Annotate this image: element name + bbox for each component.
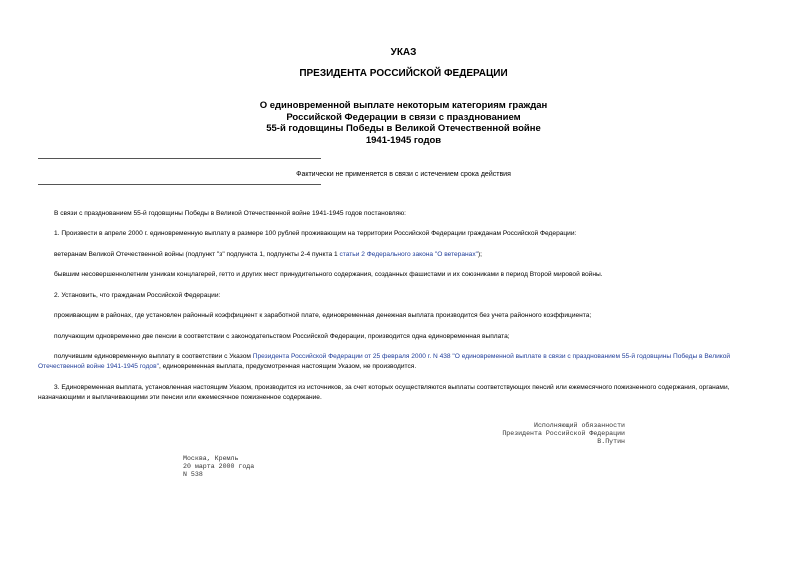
text-segment: , единовременная выплата, предусмотренная настоящим Указом, не производится. [158, 362, 417, 370]
title-line: 55-й годовщины Победы в Великой Отечественной войне [266, 123, 541, 134]
title-line: Российской Федерации в связи с празднованием [286, 111, 521, 123]
decree-issuer: ПРЕЗИДЕНТА РОССИЙСКОЙ ФЕДЕРАЦИИ [299, 68, 508, 79]
paragraph-item-1: 1. Произвести в апреле 2000 г. единовременную выплату в размере 100 рублей проживающим на территории Российской Федерации гражданам Российской Федерации: [54, 230, 577, 237]
text-segment: получившим единовременную выплату в соответствии с Указом [54, 353, 253, 360]
paragraph-preamble: В связи с празднованием 55-й годовщины Победы в Великой Отечественной войне 1941-1945 годов постановляю: [54, 210, 407, 217]
paragraph-two-pensions: получающим одновременно две пенсии в соответствии с законодательством Российской Федерации, производится одна единовременная выплата; [54, 333, 510, 340]
signature-name: В.Путин [597, 438, 625, 446]
place-date-block [183, 455, 254, 480]
status-note: Фактически не применяется в связи с истечением срока действия [296, 171, 511, 178]
divider-top [38, 158, 321, 159]
paragraph-veterans [38, 250, 770, 260]
signature-block [502, 422, 625, 447]
text-segment: ветеранам Великой Отечественной войны (подпункт "з" подпункта 1, подпункты 2-4 пункта 1 [54, 251, 340, 258]
decree-number: N 538 [183, 471, 203, 479]
paragraph-prisoners: бывшим несовершеннолетним узникам концлагерей, гетто и других мест принудительного содержания, созданных фашистами и их союзниками в период Второй мировой войны. [54, 271, 603, 278]
title-line: 1941-1945 годов [365, 134, 442, 146]
decree-link[interactable]: Президента Российской Федерации от 25 февраля 2000 г. N 438 "О единовременной выплате в связи с празднованием 55-й годовщины Победы в Великой Отечественной войне 1941-1945 годов" [38, 353, 731, 370]
divider-bottom [38, 184, 321, 185]
text-segment: ); [477, 251, 482, 258]
law-link[interactable]: статьи 2 Федерального закона "О ветеранах" [339, 251, 478, 258]
title-line: О единовременной выплате некоторым категориям граждан [259, 100, 548, 111]
signature-line: Исполняющий обязанности [533, 422, 625, 429]
place: Москва, Кремль [183, 455, 239, 462]
paragraph-item-2: 2. Установить, что гражданам Российской Федерации: [54, 292, 221, 299]
paragraph-regional: проживающим в районах, где установлен районный коэффициент к заработной плате, единовременная денежная выплата производится без учета районного коэффициента; [54, 312, 592, 319]
document-title [0, 100, 807, 146]
decree-heading: УКАЗ [390, 47, 417, 58]
date: 20 марта 2000 года [183, 463, 255, 471]
paragraph-item-3: 3. Единовременная выплата, установленная настоящим Указом, производится из источников, за счет которых осуществляются выплаты соответствующих пенсий или ежемесячного пожизненного содержания, органами, назначающими и выплачивающими эти пенсии или ежемесячное пожизненное содержание. [38, 384, 730, 401]
paragraph-previous-payment [38, 352, 770, 371]
signature-line: Президента Российской Федерации [502, 430, 625, 438]
